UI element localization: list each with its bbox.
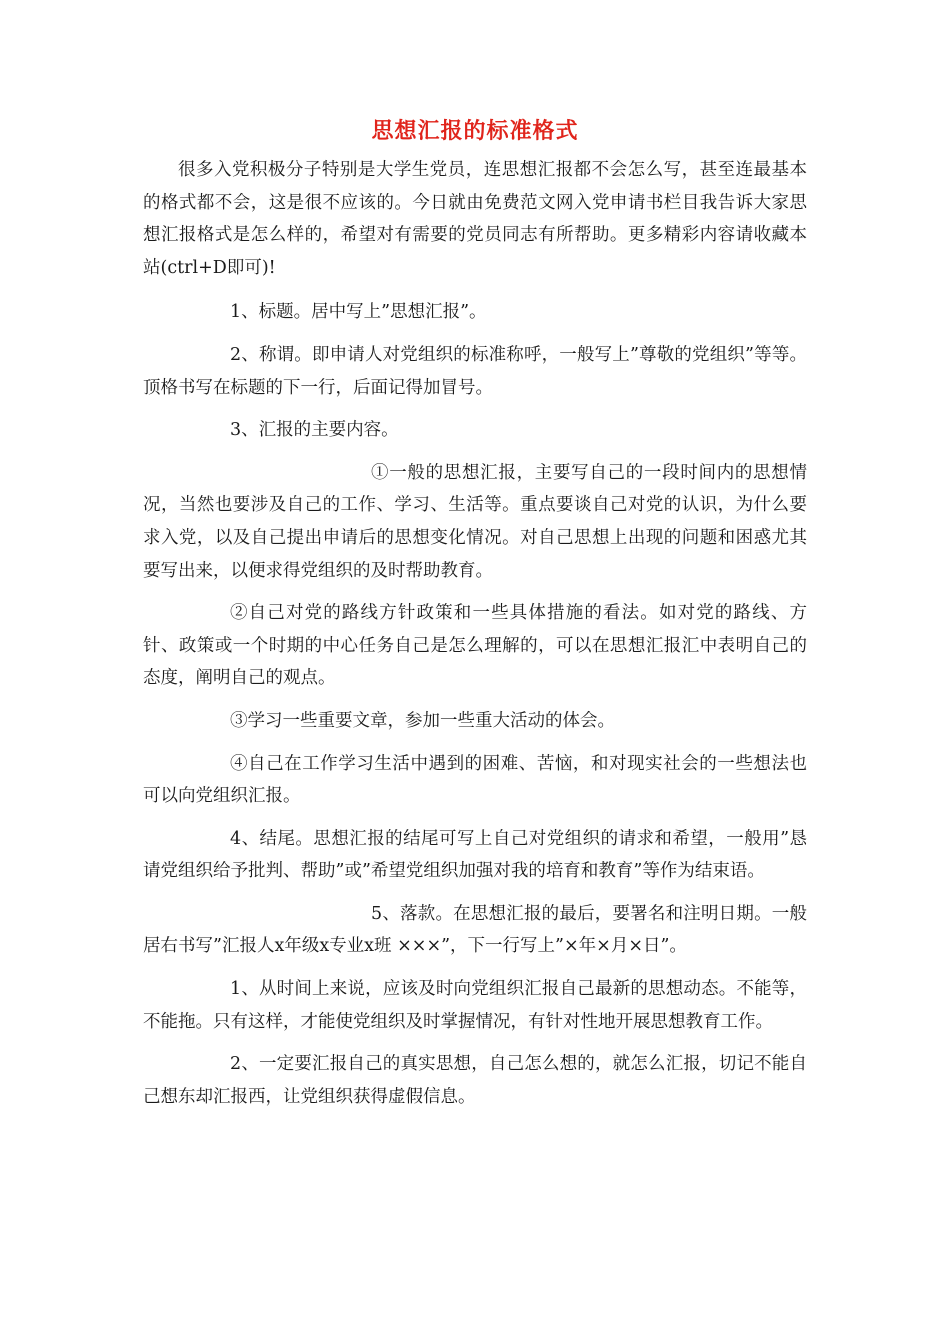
- section-3-content-paragraph: 3、汇报的主要内容。: [230, 420, 399, 441]
- intro-paragraph: 很多入党积极分子特别是大学生党员，连思想汇报都不会怎么写，甚至连最基本的格式都不会，这是很不应该的。今日就由免费范文网入党申请书栏目我告诉大家思想汇报格式是怎么样的，希望对有需要的党员同志有所帮助。更多精彩内容请收藏本站(ctrl+D即可)!: [143, 160, 807, 278]
- section-3-item-2-paragraph: ②自己对党的路线方针政策和一些具体措施的看法。如对党的路线、方针、政策或一个时期的中心任务自己是怎么理解的，可以在思想汇报汇中表明自己的态度，阐明自己的观点。: [143, 603, 807, 689]
- document-title: 思想汇报的标准格式: [371, 119, 579, 144]
- section-4-ending-paragraph: 4、结尾。思想汇报的结尾可写上自己对党组织的请求和希望，一般用”恳请党组织给予批判、帮助”或”希望党组织加强对我的培育和教育”等作为结束语。: [143, 828, 807, 882]
- note-1-paragraph: 1、从时间上来说，应该及时向党组织汇报自己最新的思想动态。不能等，不能拖。只有这样，才能使党组织及时掌握情况，有针对性地开展思想教育工作。: [143, 979, 807, 1032]
- note-2-paragraph: 2、一定要汇报自己的真实思想，自己怎么想的，就怎么汇报，切记不能自己想东却汇报西，让党组织获得虚假信息。: [143, 1054, 807, 1107]
- document-page: [143, 112, 807, 1123]
- section-3-item-3-paragraph: ③学习一些重要文章，参加一些重大活动的体会。: [230, 710, 615, 731]
- section-3-item-4-paragraph: ④自己在工作学习生活中遇到的困难、苦恼，和对现实社会的一些想法也可以向党组织汇报。: [143, 753, 807, 807]
- section-5-signature-paragraph: 5、落款。在思想汇报的最后，要署名和注明日期。一般居右书写”汇报人x年级x专业x班 ×××”，下一行写上”×年×月×日”。: [143, 903, 807, 957]
- section-1-title-paragraph: 1、标题。居中写上”思想汇报”。: [230, 302, 487, 323]
- section-3-item-1-paragraph: ①一般的思想汇报，主要写自己的一段时间内的思想情况，当然也要涉及自己的工作、学习、生活等。重点要谈自己对党的认识，为什么要求入党，以及自己提出申请后的思想变化情况。对自己思想上出现的问题和困惑尤其要写出来，以便求得党组织的及时帮助教育。: [143, 462, 807, 581]
- section-2-salutation-paragraph: 2、称谓。即申请人对党组织的标准称呼，一般写上”尊敬的党组织”等等。顶格书写在标题的下一行，后面记得加冒号。: [143, 344, 807, 398]
